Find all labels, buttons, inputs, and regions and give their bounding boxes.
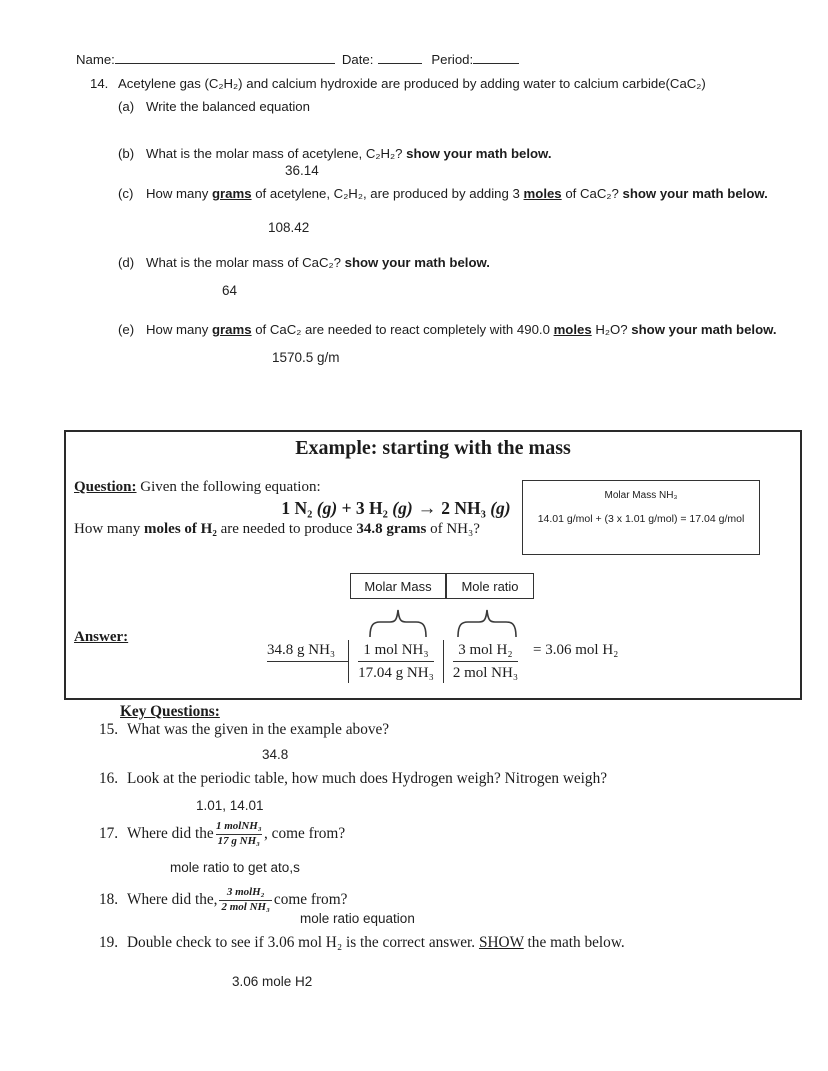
show-math-note: show your math below. [344, 255, 490, 270]
fraction [219, 886, 271, 915]
question-number: 14. [90, 76, 109, 91]
molar-mass-fraction [348, 640, 443, 683]
equation-part: 1 N₂ [281, 498, 317, 518]
date-blank-line [378, 50, 422, 64]
part-letter: (d) [118, 255, 135, 270]
answer-17: mole ratio to get ato,s [170, 860, 300, 875]
part-letter: (b) [118, 146, 135, 161]
part-text: What is the molar mass of CaC₂? [146, 255, 345, 270]
question-text: Acetylene gas (C₂H₂) and calcium hydroxide are produced by adding water to calcium carbide(CaC₂) [118, 76, 706, 91]
question-text: Look at the periodic table, how much does Hydrogen weigh? Nitrogen weigh? [127, 770, 608, 787]
part-text: of CaC₂ are needed to react completely with 490.0 [251, 322, 554, 337]
question-text: Double check to see if 3.06 mol H₂ is the correct answer. [127, 934, 479, 951]
question-text: come from? [273, 891, 348, 909]
example-title: Example: starting with the mass [295, 437, 571, 459]
part-text: What is the molar mass of acetylene, C₂H₂? [146, 146, 407, 161]
show-math-note: show your math below. [622, 186, 768, 201]
show-math-note: show your math below. [406, 146, 552, 161]
answer-14c: 108.42 [268, 220, 310, 235]
show-math-note: show your math below. [631, 322, 777, 337]
answer-15: 34.8 [262, 747, 289, 762]
question-text: What was the given in the example above? [127, 721, 390, 738]
question-14d [118, 255, 490, 270]
molar-mass-sidebox-title: Molar Mass NH₃ [604, 490, 678, 501]
answer-14d: 64 [222, 283, 238, 298]
fraction-numerator: 3 molH₂ [226, 886, 265, 898]
question-intro: Given the following equation: [136, 479, 321, 495]
part-letter: (e) [118, 322, 135, 337]
question-19 [99, 934, 625, 952]
emphasis-grams: grams [211, 186, 252, 201]
work-result: = 3.06 mol H₂ [533, 642, 619, 658]
part-letter: (a) [118, 99, 135, 114]
header-row [76, 50, 519, 67]
question-number: 17. [99, 825, 119, 843]
equation-part: + 3 H₂ [337, 498, 393, 518]
question-label: Question: [74, 479, 137, 495]
fraction-denominator: 2 mol NH₃ [221, 900, 270, 913]
equation-part: 2 NH₃ [441, 498, 491, 518]
given-value: 34.8 g NH₃ [267, 640, 348, 662]
question-number: 16. [99, 770, 119, 787]
period-blank-line [473, 50, 519, 64]
answer-14b: 36.14 [285, 163, 319, 178]
part-text: Write the balanced equation [146, 99, 310, 114]
part-text: of acetylene, C₂H₂, are produced by adding 3 [251, 186, 524, 201]
prompt-part: are needed to produce [216, 521, 357, 537]
prompt-bold: moles of H₂ [144, 521, 217, 537]
question-number: 15. [99, 721, 119, 738]
question-number: 18. [99, 891, 119, 909]
part-text: How many [146, 186, 212, 201]
answer-label: Answer: [74, 629, 129, 645]
question-text: , come from? [264, 825, 346, 843]
period-label: Period: [431, 52, 474, 67]
question-17 [99, 820, 345, 849]
question-14c [118, 186, 768, 201]
dimensional-analysis-work [267, 640, 618, 683]
fraction-numerator: 3 mol H₂ [453, 640, 518, 662]
part-text: H₂O? [591, 322, 632, 337]
question-text: Where did the, [127, 891, 218, 909]
example-question-line [74, 479, 321, 496]
date-label: Date: [341, 52, 374, 67]
question-14a [118, 99, 310, 114]
fraction-denominator: 17.04 g NH₃ [358, 665, 434, 681]
answer-19: 3.06 mole H2 [232, 974, 313, 989]
prompt-part: How many [74, 521, 144, 537]
fraction-numerator: 1 mol NH₃ [358, 640, 434, 662]
question-text: Where did the [127, 825, 214, 843]
question-16 [99, 770, 607, 788]
fraction-denominator: 2 mol NH₃ [452, 665, 519, 681]
mole-ratio-label-box: Mole ratio [446, 573, 534, 599]
prompt-part: of NH₃? [426, 521, 480, 537]
question-15 [99, 721, 389, 739]
molar-mass-sidebox [522, 480, 760, 555]
emphasis-grams: grams [211, 322, 252, 337]
part-text: How many [146, 322, 212, 337]
part-text: of CaC₂? [561, 186, 623, 201]
brace-mole-ratio-icon [455, 603, 519, 639]
mole-ratio-fraction [443, 640, 527, 683]
fraction [216, 820, 262, 849]
answer-18: mole ratio equation [300, 911, 415, 926]
emphasis-moles: moles [523, 186, 562, 201]
name-label: Name: [76, 52, 115, 67]
prompt-bold: 34.8 grams [356, 521, 427, 537]
state-symbol: (g) [490, 498, 511, 518]
fraction-numerator: 1 molNH₃ [215, 820, 262, 832]
molar-mass-formula: 14.01 g/mol + (3 x 1.01 g/mol) = 17.04 g/mol [537, 513, 745, 525]
question-14e [118, 322, 777, 337]
question-text: the math below. [523, 934, 625, 951]
reaction-arrow-icon: → [412, 498, 442, 519]
state-symbol: (g) [316, 498, 338, 518]
emphasis-moles: moles [553, 322, 592, 337]
question-14b [118, 146, 552, 161]
name-blank-line [115, 50, 335, 64]
brace-molar-mass-icon [367, 603, 429, 639]
question-number: 19. [99, 934, 119, 951]
example-box [64, 430, 802, 700]
example-prompt-line [74, 521, 480, 538]
key-questions-heading: Key Questions: [120, 703, 220, 720]
molar-mass-label-box: Molar Mass [350, 573, 446, 599]
answer-16: 1.01, 14.01 [196, 798, 264, 813]
answer-14e: 1570.5 g/m [272, 350, 340, 365]
question-14 [90, 76, 706, 91]
show-emphasis: SHOW [478, 934, 524, 951]
fraction-denominator: 17 g NH₃ [217, 834, 260, 847]
state-symbol: (g) [392, 498, 413, 518]
part-letter: (c) [118, 186, 134, 201]
